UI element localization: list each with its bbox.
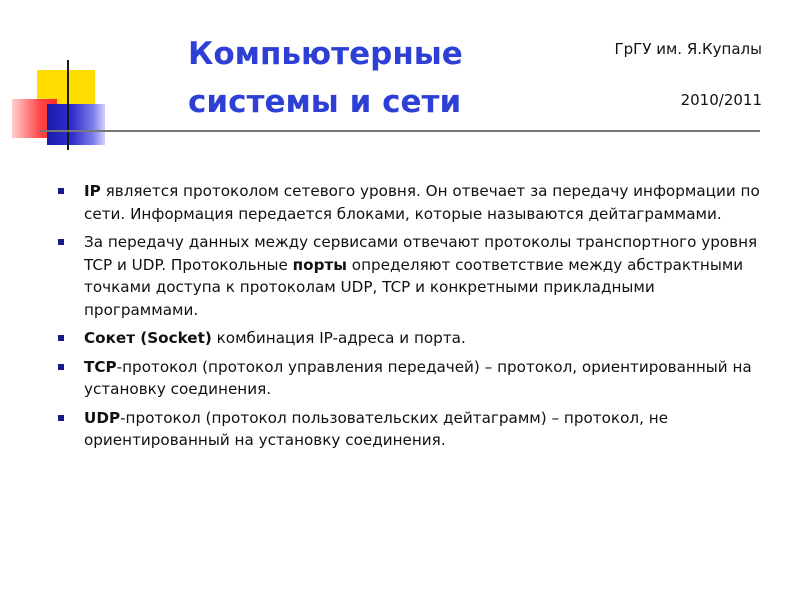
institution-label: ГрГУ им. Я.Купалы [614,40,762,58]
bullet-list [56,180,766,458]
slide-title [188,30,463,126]
bullet-square-icon [58,239,64,245]
bullet-text-cont: определяют соответствие между абстрактными точками доступа к протоколам UDP, TCP и конкретными прикладными программами. [84,255,744,319]
academic-year: 2010/2011 [680,91,762,109]
bullet-text: комбинация IP-адреса и порта. [211,329,466,347]
bullet-text: За передачу данных между сервисами отвечают протоколы транспортного уровня TCP и UDP. Протокольные [84,233,758,274]
bullet-text: -протокол (протокол управления передачей) – протокол, ориентированный на установку соединения. [84,357,752,398]
bullet-text: является протоколом сетевого уровня. Он отвечает за передачу информации по сети. Информация передается блоками, которые называются дейтаграммами. [84,182,760,223]
bullet-text: -протокол (протокол пользовательских дейтаграмм) – протокол, не ориентированный на установку соединения. [84,408,669,449]
title-line-1: Компьютерные [188,36,463,72]
bullet-item-tcp [56,356,766,401]
bullet-square-icon [58,415,64,421]
title-line-2: системы и сети [188,84,462,120]
term-ports: порты [292,255,347,274]
bullet-square-icon [58,364,64,370]
term-tcp: TCP [84,357,117,376]
bullet-item-ip [56,180,766,225]
blue-square [47,104,105,145]
bullet-square-icon [58,188,64,194]
term-socket: Сокет (Socket) [84,329,212,347]
header-divider [40,130,760,132]
bullet-item-socket [56,327,766,350]
bullet-item-transport [56,231,766,321]
vertical-rule [67,60,69,150]
decorative-squares [0,0,120,160]
term-udp: UDP [84,408,121,427]
bullet-item-udp [56,407,766,452]
bullet-square-icon [58,335,64,341]
term-ip: IP [84,182,101,200]
